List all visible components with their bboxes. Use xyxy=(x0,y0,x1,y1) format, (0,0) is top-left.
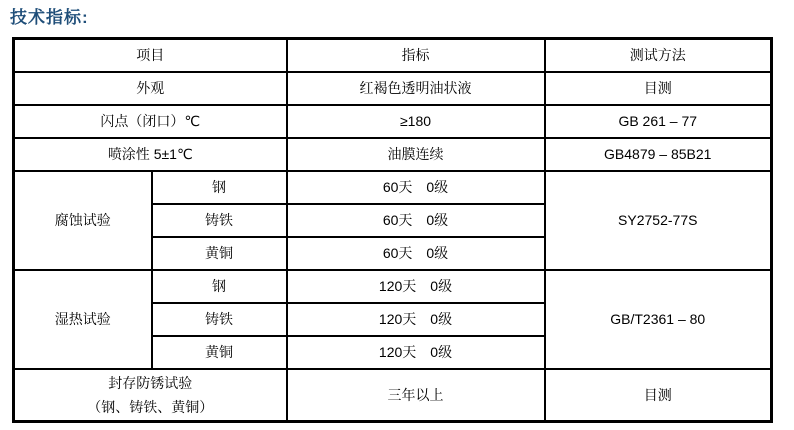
cell-method: 目测 xyxy=(545,72,772,105)
cell-method-corrosion: SY2752-77S xyxy=(545,171,772,270)
cell-indicator: 油膜连续 xyxy=(287,138,545,171)
table-row-damp-heat-steel xyxy=(14,270,772,303)
cell-indicator: 120天 0级 xyxy=(287,270,545,303)
page-title: 技术指标: xyxy=(10,8,89,27)
cell-indicator: 60天 0级 xyxy=(287,237,545,270)
cell-indicator: 120天 0级 xyxy=(287,303,545,336)
cell-item: 喷涂性 5±1℃ xyxy=(14,138,287,171)
sealed-rust-line2: （钢、铸铁、黄铜） xyxy=(87,399,214,415)
table-row-flash-point xyxy=(14,105,772,138)
table-row-appearance xyxy=(14,72,772,105)
header-cell-item: 项目 xyxy=(14,39,287,73)
cell-indicator: 120天 0级 xyxy=(287,336,545,369)
cell-item: 闪点（闭口）℃ xyxy=(14,105,287,138)
cell-method: GB4879 – 85B21 xyxy=(545,138,772,171)
cell-indicator: 三年以上 xyxy=(287,369,545,422)
header-cell-indicator: 指标 xyxy=(287,39,545,73)
cell-method: 目测 xyxy=(545,369,772,422)
cell-material: 黄铜 xyxy=(152,237,287,270)
cell-material: 黄铜 xyxy=(152,336,287,369)
cell-material: 铸铁 xyxy=(152,204,287,237)
spec-table xyxy=(12,37,773,423)
cell-indicator: 60天 0级 xyxy=(287,171,545,204)
cell-group-damp-heat: 湿热试验 xyxy=(14,270,152,369)
table-row-sealed-rust xyxy=(14,369,772,422)
table-row-corrosion-steel xyxy=(14,171,772,204)
cell-material: 钢 xyxy=(152,171,287,204)
header-cell-method: 测试方法 xyxy=(545,39,772,73)
cell-indicator: 60天 0级 xyxy=(287,204,545,237)
cell-method: GB 261 – 77 xyxy=(545,105,772,138)
table-row-sprayability xyxy=(14,138,772,171)
cell-material: 钢 xyxy=(152,270,287,303)
cell-method-damp-heat: GB/T2361 – 80 xyxy=(545,270,772,369)
cell-indicator: 红褐色透明油状液 xyxy=(287,72,545,105)
cell-indicator: ≥180 xyxy=(287,105,545,138)
sealed-rust-line1: 封存防锈试验 xyxy=(108,375,193,391)
cell-item-sealed-rust xyxy=(14,369,287,422)
cell-item: 外观 xyxy=(14,72,287,105)
cell-group-corrosion: 腐蚀试验 xyxy=(14,171,152,270)
cell-material: 铸铁 xyxy=(152,303,287,336)
table-header-row xyxy=(14,39,772,73)
